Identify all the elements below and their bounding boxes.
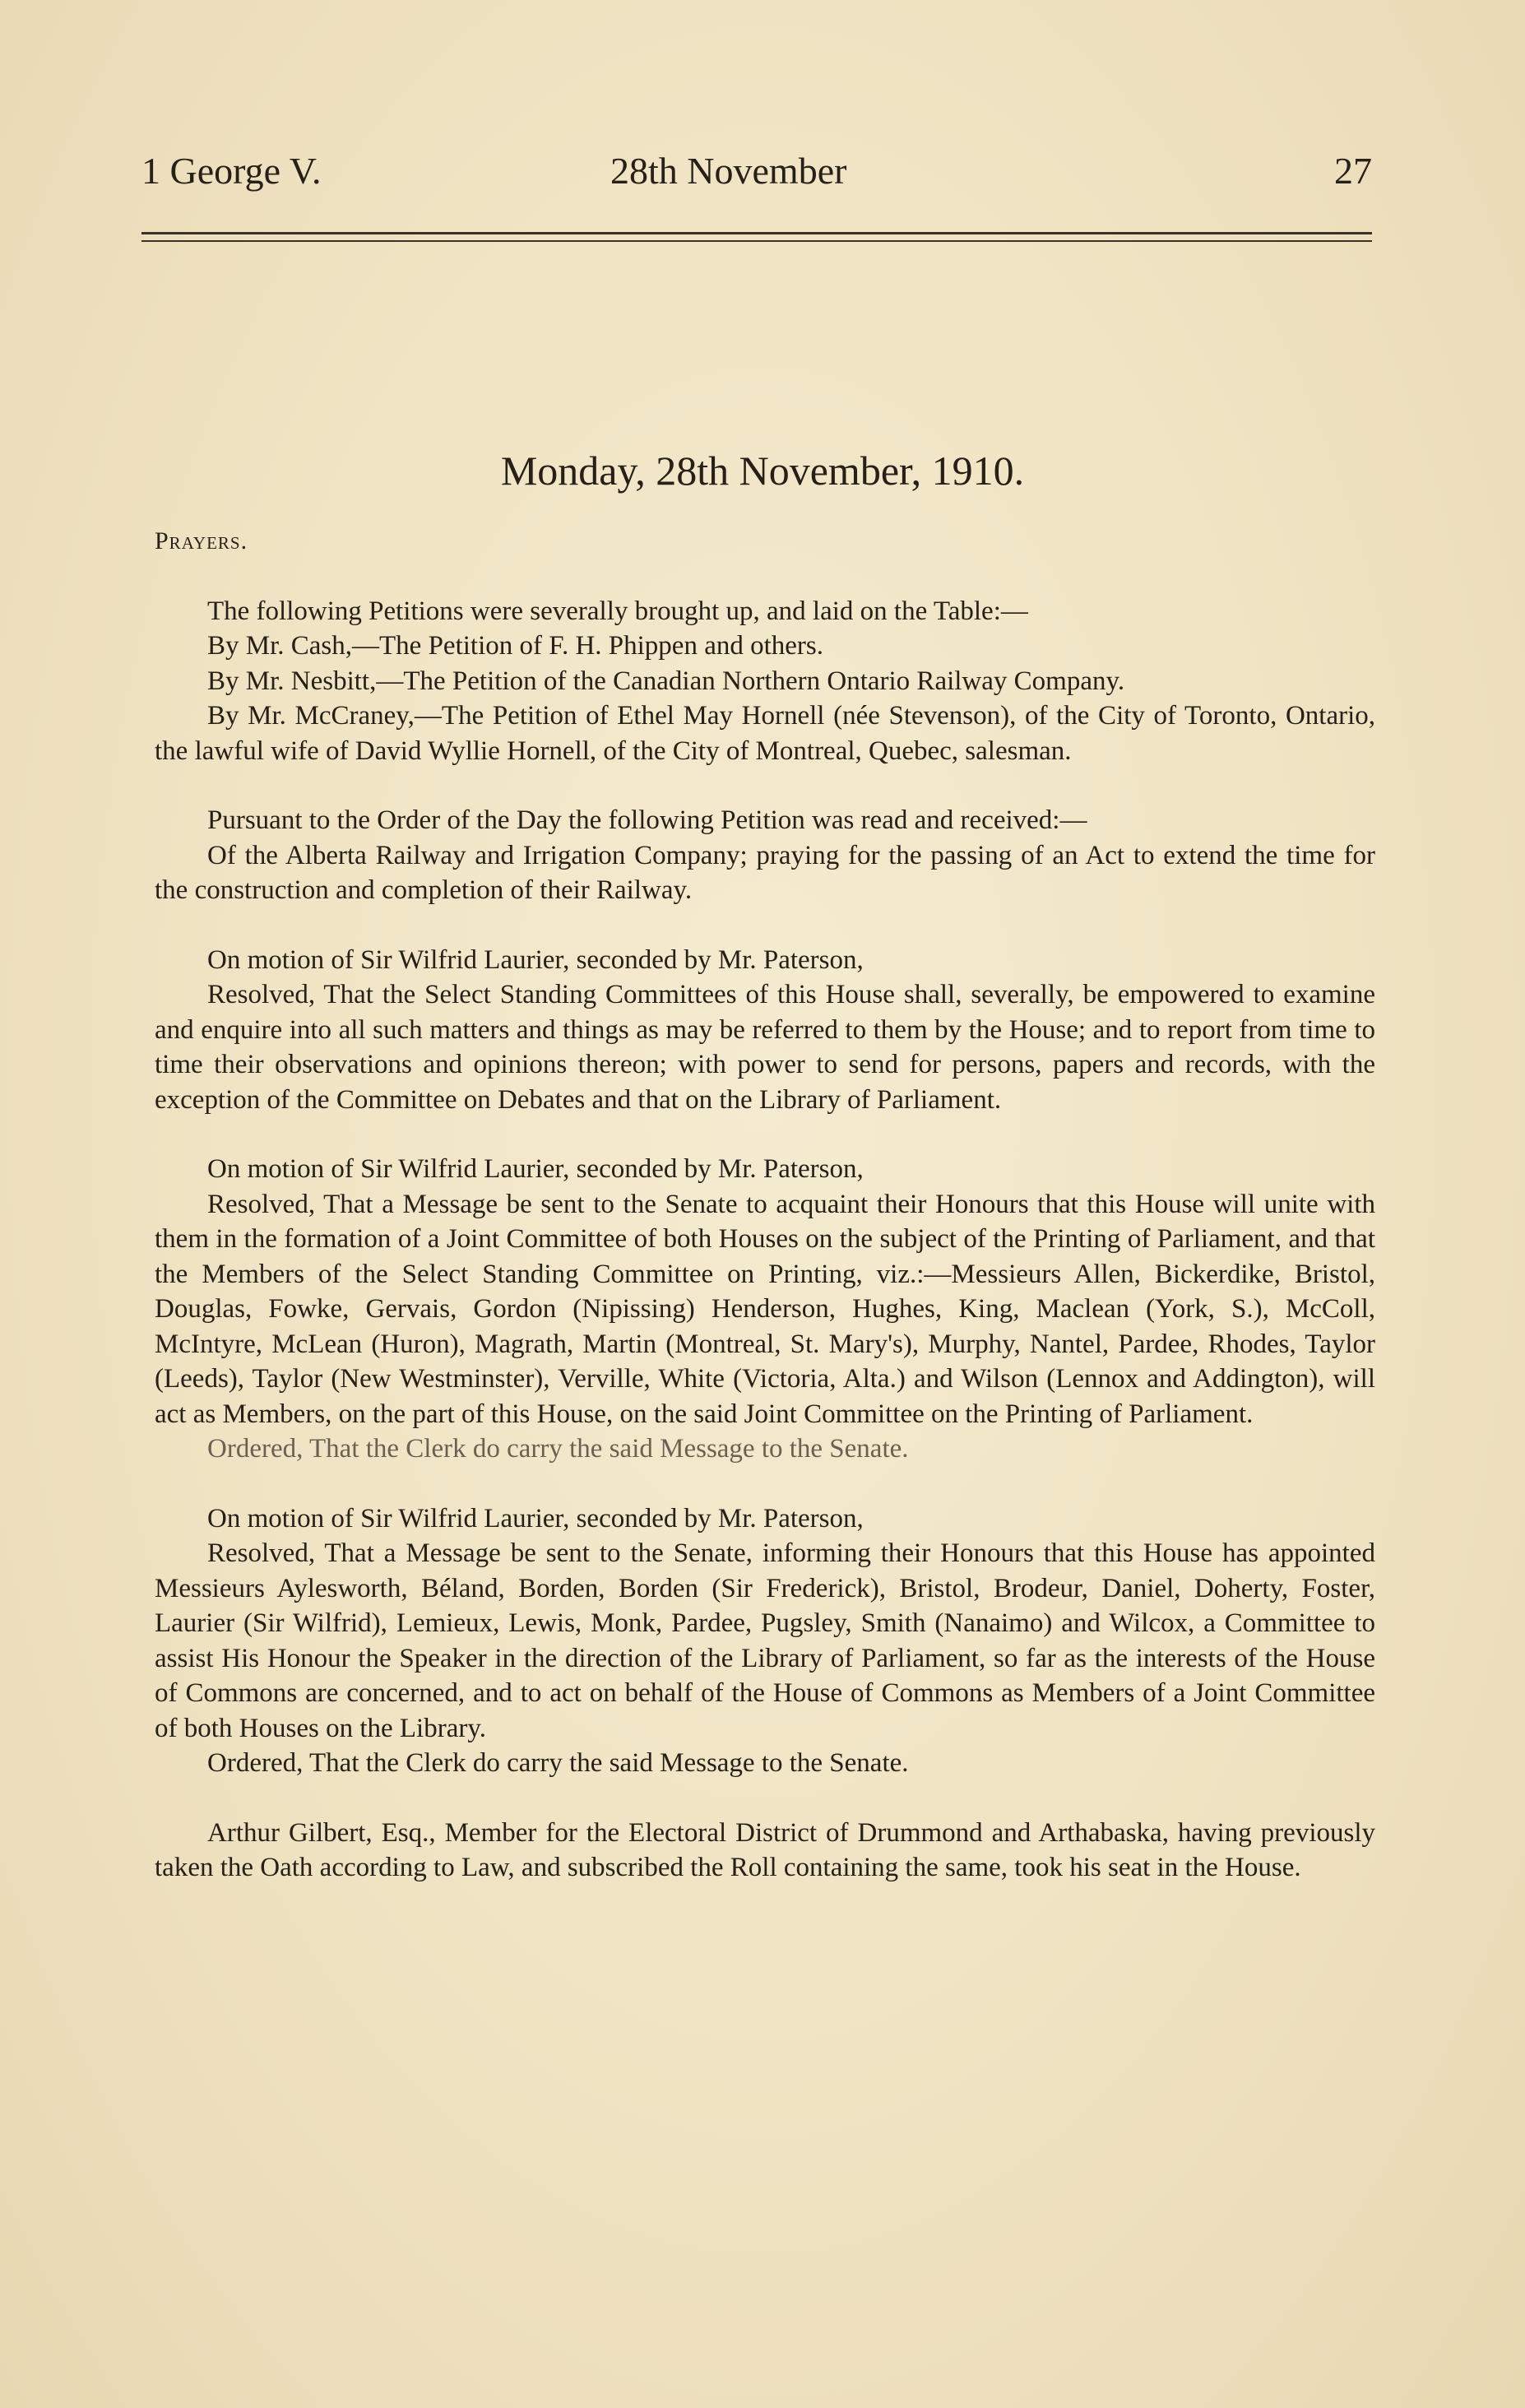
header-date: 28th November [610, 150, 847, 192]
header-rule [141, 232, 1372, 242]
motion-line: On motion of Sir Wilfrid Laurier, seconded by Mr. Paterson, [207, 1154, 864, 1184]
petitions-intro: The following Petitions were severally brought up, and laid on the Table:— [207, 596, 1028, 626]
resolution-paragraph: Resolved, That the Select Standing Committees of this House shall, severally, be empowered to examine and enquire into all such matters and things as may be referred to them by the House; and to report from time to time their observations and opinions thereon; with power to send for persons, papers and records, with the exception of the Committee on Debates and that on the Library of Parliament. [155, 980, 1375, 1115]
order-of-day-intro: Pursuant to the Order of the Day the following Petition was read and received:— [207, 805, 1087, 835]
petition-item: By Mr. Cash,—The Petition of F. H. Phippen and others. [207, 631, 823, 661]
resolution-paragraph: Resolved, That a Message be sent to the Senate to acquaint their Honours that this House will unite with them in the formation of a Joint Committee of both Houses on the subject of the Printing of Parliament, and that the Members of the Select Standing Committee on Printing, viz.:—Messieurs Allen, Bickerdike, Bristol, Douglas, Fowke, Gervais, Gordon (Nipissing) Henderson, Hughes, King, Maclean (York, S.), McColl, McIntyre, McLean (Huron), Magrath, Martin (Montreal, St. Mary's), Murphy, Nantel, Pardee, Rhodes, Taylor (Leeds), Taylor (New Westminster), Verville, White (Victoria, Alta.) and Wilson (Lennox and Addington), will act as Members, on the part of this House, on the said Joint Committee on the Printing of Parliament. [155, 1189, 1375, 1429]
petition-item: By Mr. Nesbitt,—The Petition of the Canadian Northern Ontario Railway Company. [207, 666, 1125, 696]
running-head [141, 146, 1372, 196]
new-member-paragraph: Arthur Gilbert, Esq., Member for the Electoral District of Drummond and Arthabaska, having previously taken the Oath according to Law, and subscribed the Roll containing the same, took his seat in the House. [155, 1817, 1375, 1882]
motion-line: On motion of Sir Wilfrid Laurier, seconded by Mr. Paterson, [207, 1503, 864, 1533]
resolution-paragraph: Resolved, That a Message be sent to the Senate, informing their Honours that this House has appointed Messieurs Aylesworth, Béland, Borden, Borden (Sir Frederick), Bristol, Brodeur, Daniel, Doherty, Foster, Laurier (Sir Wilfrid), Lemieux, Lewis, Monk, Pardee, Pugsley, Smith (Nanaimo) and Wilcox, a Committee to assist His Honour the Speaker in the direction of the Library of Parliament, so far as the interests of the House of Commons are concerned, and to act on behalf of the House of Commons as Members of a Joint Committee of both Houses on the Library. [155, 1538, 1375, 1743]
sitting-date-heading: Monday, 28th November, 1910. [500, 448, 1025, 494]
ordered-paragraph: Ordered, That the Clerk do carry the said Message to the Senate. [207, 1434, 909, 1464]
order-of-day-petition: Of the Alberta Railway and Irrigation Company; praying for the passing of an Act to extend the time for the construction and completion of their Railway. [155, 840, 1375, 905]
petition-item: By Mr. McCraney,—The Petition of Ethel May Hornell (née Stevenson), of the City of Toronto, Ontario, the lawful wife of David Wyllie Hornell, of the City of Montreal, Quebec, salesman. [155, 701, 1375, 766]
journal-body [155, 524, 1375, 1886]
regnal-year: 1 George V. [141, 150, 322, 192]
page-number: 27 [1334, 150, 1372, 192]
prayers-label: Prayers. [155, 527, 248, 554]
ordered-paragraph: Ordered, That the Clerk do carry the said Message to the Senate. [207, 1748, 909, 1778]
motion-line: On motion of Sir Wilfrid Laurier, seconded by Mr. Paterson, [207, 944, 864, 975]
